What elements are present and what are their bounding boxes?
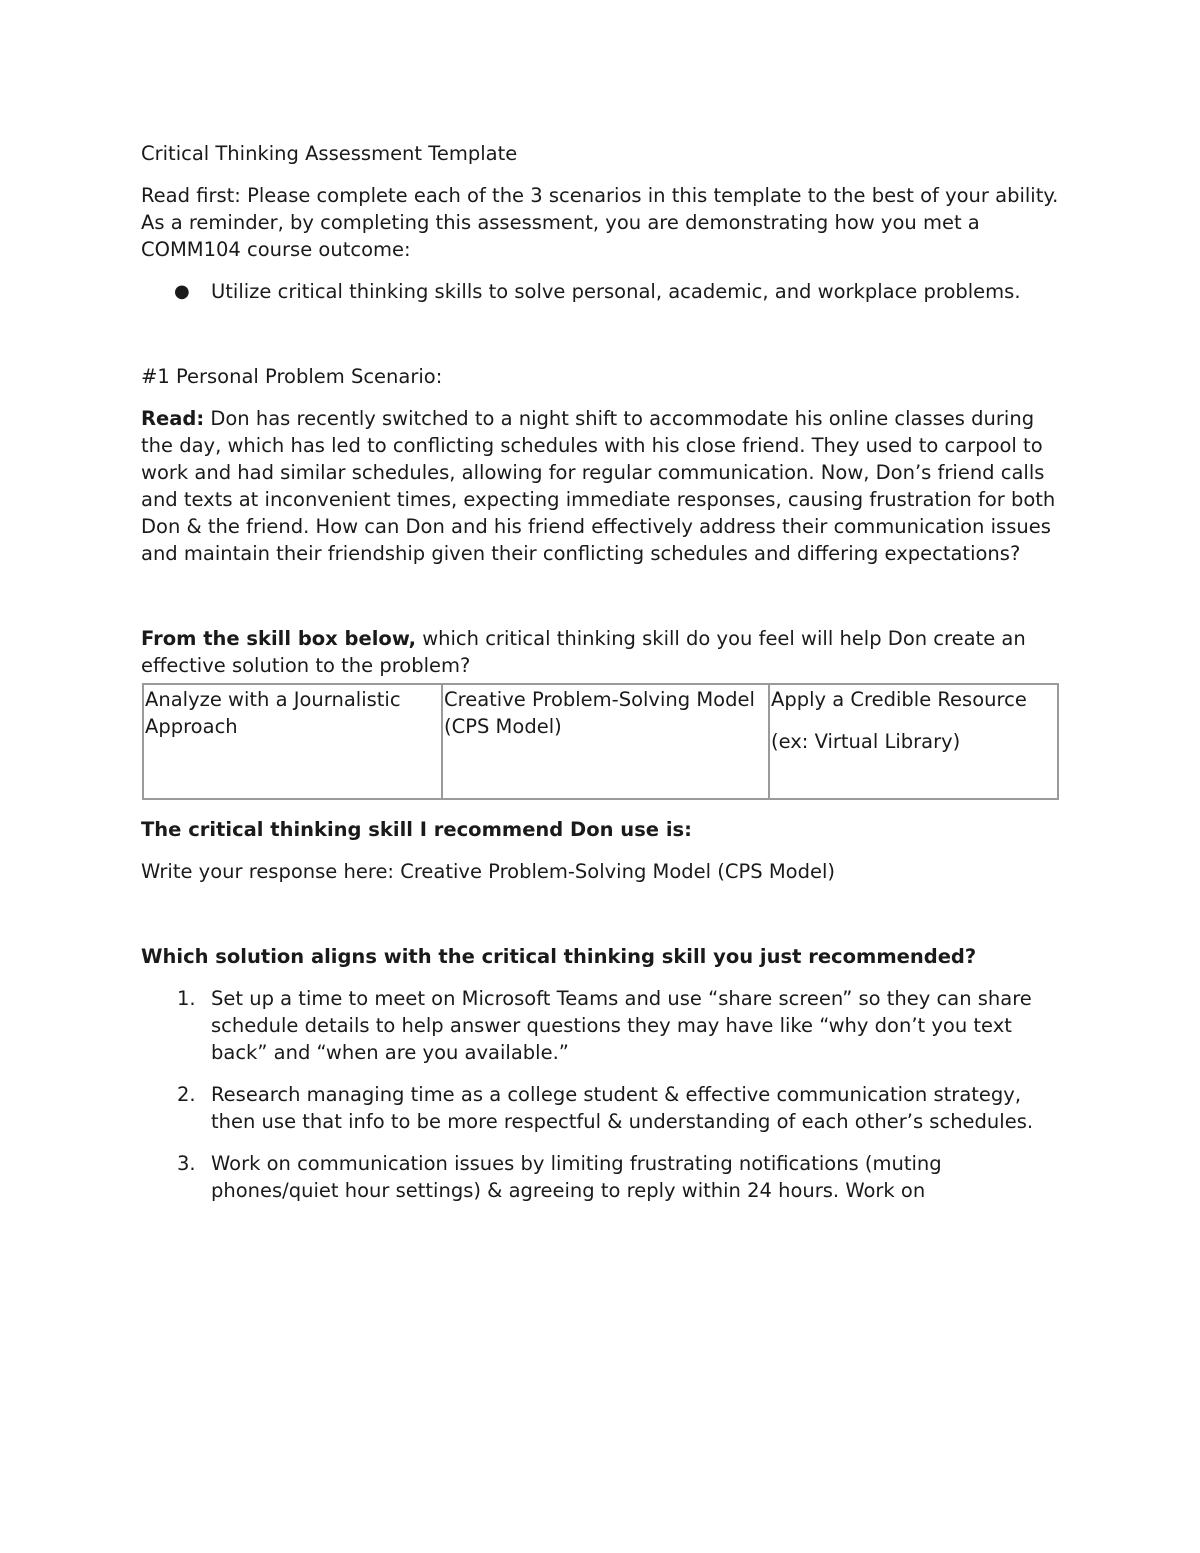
course-outcome-list: [141, 278, 1061, 305]
list-number: 2.: [177, 1083, 196, 1106]
recommend-heading: The critical thinking skill I recommend Don use is:: [141, 818, 692, 841]
list-number: 3.: [177, 1152, 196, 1175]
skill-prompt-bold: From the skill box below,: [141, 627, 416, 650]
skill-cell-cps: [442, 684, 769, 799]
skill-note: (ex: Virtual Library): [771, 730, 961, 753]
document-title: Critical Thinking Assessment Template: [141, 142, 518, 165]
solution-text: Research managing time as a college student & effective communication strategy, then use that info to be more respectful & understanding of each other’s schedules.: [211, 1083, 1034, 1133]
list-number: 1.: [177, 987, 196, 1010]
document-page: [141, 140, 1061, 1219]
solution-text: Work on communication issues by limiting frustrating notifications (muting phones/quiet hour settings) & agreeing to reply within 24 hours. Work on: [211, 1152, 942, 1202]
scenario-text: Don has recently switched to a night shift to accommodate his online classes during the day, which has led to conflicting schedules with his close friend. They used to carpool to work and had similar schedules, allowing for regular communication. Now, Don’s friend calls and texts at inconvenient times, expecting immediate responses, causing frustration for both Don & the friend. How can Don and his friend effectively address their communication issues and maintain their friendship given their conflicting schedules and differing expectations?: [141, 407, 1056, 565]
skill-label: Analyze with a Journalistic Approach: [145, 688, 401, 738]
list-item: [141, 1150, 1061, 1204]
read-label: Read:: [141, 407, 205, 430]
intro-paragraph: Read first: Please complete each of the 3 scenarios in this template to the best of your ability. As a reminder, by completing this assessment, you are demonstrating how you met a COMM104 course outcome:: [141, 184, 1059, 261]
skill-label: Apply a Credible Resource: [771, 688, 1027, 711]
skill-prompt: [141, 625, 1061, 679]
skill-label: Creative Problem-Solving Model (CPS Model): [444, 688, 755, 738]
skill-prompt-text: which critical thinking skill do you feel will help Don create an effective solution to the problem?: [141, 627, 1026, 677]
solution-heading: Which solution aligns with the critical thinking skill you just recommended?: [141, 945, 977, 968]
scenario-paragraph: [141, 405, 1061, 567]
scenario-heading: #1 Personal Problem Scenario:: [141, 365, 443, 388]
solution-text: Set up a time to meet on Microsoft Teams and use “share screen” so they can share schedule details to help answer questions they may have like “why don’t you text back” and “when are you available.”: [211, 987, 1032, 1064]
table-row: [143, 684, 1058, 799]
list-item: [141, 985, 1061, 1066]
list-item: [141, 1081, 1061, 1135]
solution-list: [141, 985, 1061, 1204]
outcome-text: Utilize critical thinking skills to solve personal, academic, and workplace problems.: [211, 280, 1021, 303]
skill-cell-credible-resource: [769, 684, 1058, 799]
skill-cell-journalistic: [143, 684, 442, 799]
list-item: [141, 278, 1061, 305]
bullet-icon: ●: [174, 281, 190, 302]
response-text: Write your response here: Creative Problem-Solving Model (CPS Model): [141, 860, 835, 883]
skill-box-table: [142, 683, 1059, 800]
